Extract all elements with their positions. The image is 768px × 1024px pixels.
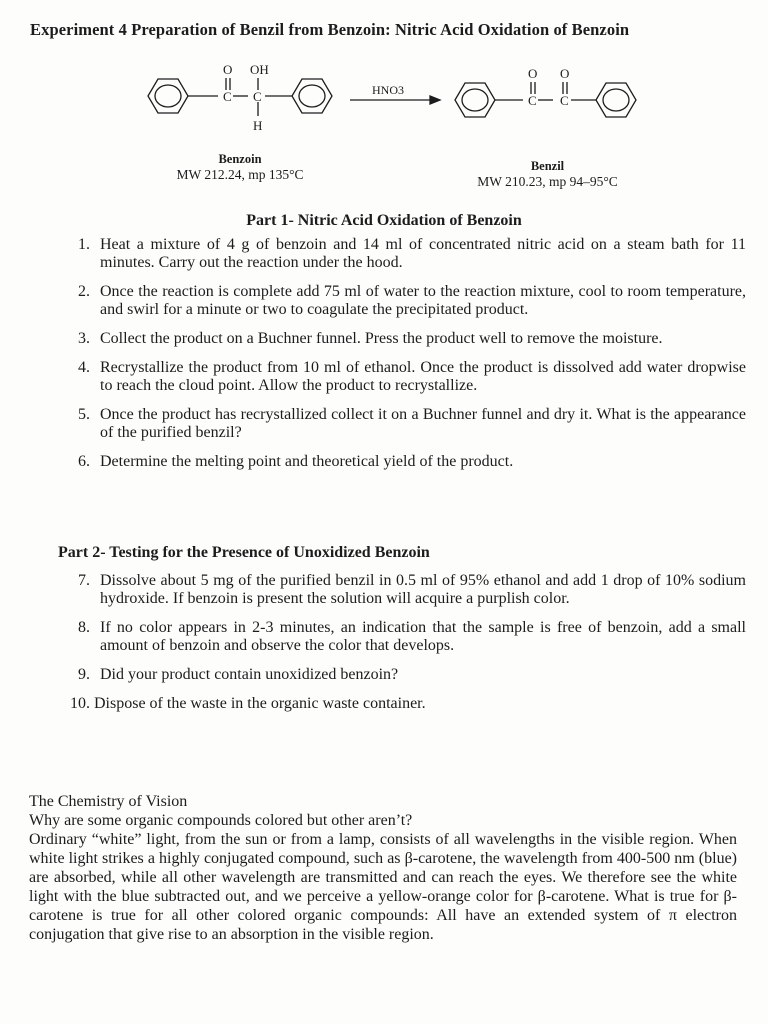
benzoin-phenyl-ring-left [148,79,188,113]
step-item [58,695,746,713]
part2-heading: Part 2- Testing for the Presence of Unoxidized Benzoin [58,544,430,561]
step-number: 10. [70,695,90,712]
vision-section [29,792,737,944]
step-number: 6. [78,453,90,470]
benzoin-carbon-2: C [253,89,262,104]
step-text: Once the product has recrystallized collect it on a Buchner funnel and dry it. What is the appearance of the purified benzil? [100,406,746,441]
benzil-phenyl-ring-right [596,83,636,117]
benzoin-hydroxyl-label: OH [250,62,269,77]
step-number: 4. [78,359,90,376]
part2-steps [58,572,746,724]
vision-heading: The Chemistry of Vision [29,793,188,810]
step-item [58,453,746,471]
benzoin-hydrogen-label: H [253,118,263,133]
step-number: 3. [78,330,90,347]
step-item [58,619,746,655]
benzil-carbonyl-oxygen-1: O [528,66,538,81]
benzoin-phenyl-ring-right [292,79,332,113]
step-number: 7. [78,572,90,589]
benzoin-carbon-1: C [223,89,232,104]
reagent-label: HNO3 [372,83,404,97]
part1-steps [58,236,746,482]
step-item [58,236,746,272]
step-text: Determine the melting point and theoretical yield of the product. [100,453,514,470]
step-text: Did your product contain unoxidized benzoin? [100,666,399,683]
step-number: 8. [78,619,90,636]
part1-heading: Part 1- Nitric Acid Oxidation of Benzoin [246,212,522,229]
reaction-scheme [140,56,660,136]
reaction-scheme-drawing [140,56,660,136]
step-number: 2. [78,283,90,300]
benzil-carbon-1: C [528,93,537,108]
step-number: 5. [78,406,90,423]
step-item [58,359,746,395]
step-number: 1. [78,236,90,253]
page-title: Experiment 4 Preparation of Benzil from Benzoin: Nitric Acid Oxidation of Benzoin [30,20,630,39]
step-item [58,283,746,319]
benzoin-info: MW 212.24, mp 135°C [176,167,304,182]
step-number: 9. [78,666,90,683]
benzil-info: MW 210.23, mp 94–95°C [477,174,618,189]
benzoin-carbonyl-oxygen: O [223,62,233,77]
step-text: Collect the product on a Buchner funnel. Press the product well to remove the moisture. [100,330,663,347]
step-item [58,330,746,348]
step-item [58,406,746,442]
benzil-carbonyl-oxygen-2: O [560,66,570,81]
benzoin-label [150,152,330,182]
step-text: Recrystallize the product from 10 ml of ethanol. Once the product is dissolved add water dropwise to reach the cloud point. Allow the product to recrystallize. [100,359,746,394]
step-text: Dispose of the waste in the organic waste container. [94,695,426,712]
vision-question: Why are some organic compounds colored but other aren’t? [29,812,413,829]
benzoin-name: Benzoin [218,152,262,166]
step-text: Dissolve about 5 mg of the purified benzil in 0.5 ml of 95% ethanol and add 1 drop of 10% sodium hydroxide. If benzoin is present the solution will acquire a purplish color. [100,572,746,607]
step-item [58,666,746,684]
benzil-label [455,159,640,189]
step-text: Heat a mixture of 4 g of benzoin and 14 ml of concentrated nitric acid on a steam bath for 11 minutes. Carry out the reaction under the hood. [100,236,746,271]
benzil-name: Benzil [530,159,565,173]
step-text: If no color appears in 2-3 minutes, an indication that the sample is free of benzoin, add a small amount of benzoin and observe the color that develops. [100,619,746,654]
step-text: Once the reaction is complete add 75 ml of water to the reaction mixture, cool to room temperature, and swirl for a minute or two to coagulate the precipitated product. [100,283,746,318]
step-item [58,572,746,608]
benzil-phenyl-ring-left [455,83,495,117]
vision-paragraph: Ordinary “white” light, from the sun or from a lamp, consists of all wavelengths in the visible region. When white light strikes a highly conjugated compound, such as β-carotene, the wavelength from 400-500 nm (blue) are absorbed, while all other wavelength are transmitted and can reach the eyes. We therefore see the white light with the blue subtracted out, and we perceive a yellow-orange color for β-carotene. What is true for β-carotene is true for all other colored organic compounds: All have an extended system of π electron conjugation that give rise to an absorption in the visible region. [29,831,737,943]
benzil-carbon-2: C [560,93,569,108]
